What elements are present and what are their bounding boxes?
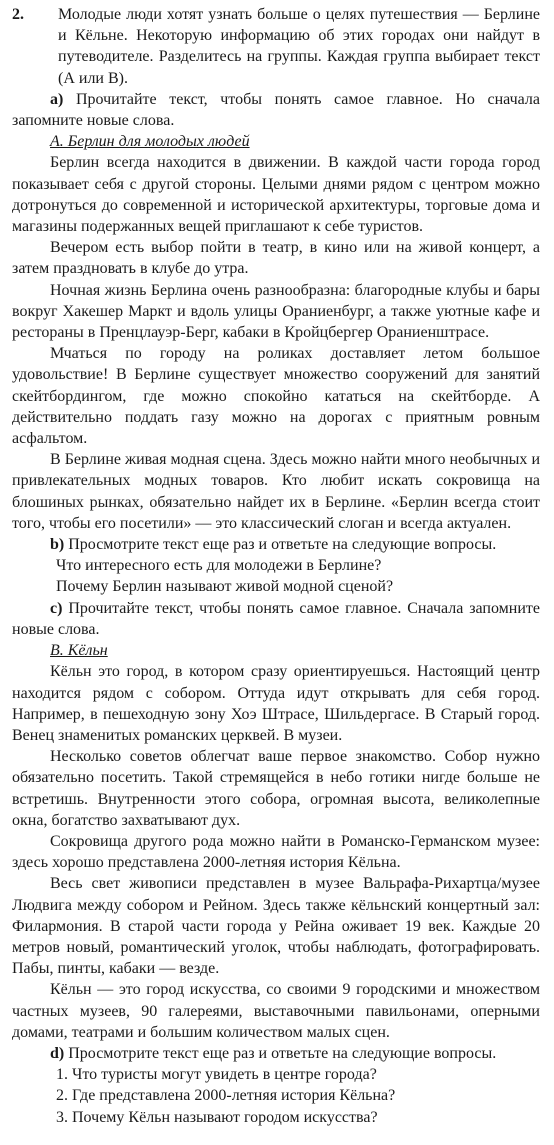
task-intro xyxy=(12,4,540,89)
instruction-c xyxy=(12,598,540,640)
instruction-b-letter: b) xyxy=(50,536,65,554)
text-b-paragraph: Несколько советов облегчат ваше первое знакомство. Собор нужно обязательно посетить. Такой стремящейся в небо готики нигде больше не встретишь. Внутренности этого собора, огромная высота, великолепные окна, богатство захватывают дух. xyxy=(12,748,540,829)
task-number: 2. xyxy=(12,6,24,23)
instruction-d-letter: d) xyxy=(50,1044,65,1062)
text-a-paragraph: В Берлине живая модная сцена. Здесь можно найти много необычных и привлекательных модных товаров. Кто любит искать сокровища на блошиных рынках, обязательно найдет их в Берлине. «Берлин всегда стоит того, чтобы его посетили» — это классический слоган и всегда актуален. xyxy=(12,451,540,532)
text-a-heading: А. Берлин для молодых людей xyxy=(50,133,250,151)
question-item: Почему Берлин называют живой модной сценой? xyxy=(56,578,394,596)
instruction-a xyxy=(12,89,540,131)
text-b-heading: B. Кёльн xyxy=(50,642,108,660)
instruction-b-text: Просмотрите текст еще раз и ответьте на следующие вопросы. xyxy=(68,536,497,554)
task-intro-text: Молодые люди хотят узнать больше о целях путешествия — Берлине и Кёльне. Некоторую информацию об этих городах они найдут в путеводителе. Разделитесь на группы. Каждая группа выбирает текст (А или В). xyxy=(58,6,540,87)
instruction-d-text: Просмотрите текст еще раз и ответьте на следующие вопросы. xyxy=(68,1044,497,1062)
text-a-paragraph: Мчаться по городу на роликах доставляет летом большое удовольствие! В Берлине существует множество сооружений для занятий скейтбордингом, где можно спокойно кататься на скейтборде. А действительно поддать газу можно на дорогах с приятным ровным асфальтом. xyxy=(12,345,540,448)
text-b-paragraph: Сокровища другого рода можно найти в Романско-Германском музее: здесь хорошо представлена 2000-летняя история Кёльна. xyxy=(12,832,540,872)
text-a-paragraph: Вечером есть выбор пойти в театр, в кино или на живой концерт, а затем праздновать в клубе до утра. xyxy=(12,239,540,278)
instruction-d xyxy=(12,1043,540,1064)
question-item: 3. Почему Кёльн называют городом искусства? xyxy=(56,1108,378,1126)
instruction-a-text: Прочитайте текст, чтобы понять самое главное. Но сначала запомните новые слова. xyxy=(12,90,540,130)
instruction-c-text: Прочитайте текст, чтобы понять самое главное. Сначала запомните новые слова. xyxy=(12,599,541,638)
instruction-a-letter: а) xyxy=(50,90,64,108)
text-b-paragraph: Весь свет живописи представлен в музее Вальрафа-Рихартца/музее Людвига между собором и Рейном. Здесь также кёльнский концертный зал: Филармония. В старой части города у Рейна оживает 19 век. Каждые 20 метров новый, романтический уголок, чтобы наблюдать, фотографировать. Пабы, пинты, кабаки — везде. xyxy=(12,875,540,978)
question-item: 1. Что туристы могут увидеть в центре города? xyxy=(56,1066,377,1084)
instruction-c-letter: c) xyxy=(50,599,63,617)
instruction-b xyxy=(12,534,540,555)
question-item: Что интересного есть для молодежи в Берлине? xyxy=(56,557,382,575)
text-a-paragraph: Берлин всегда находится в движении. В каждой части города город показывает себя с другой стороны. Целыми днями рядом с центром можно дотронуться до современной и исторической архитектуры, торговые дома и магазины подержанных вещей приглашают к себе туристов. xyxy=(12,154,540,236)
question-item: 2. Где представлена 2000-летняя история Кёльна? xyxy=(56,1087,396,1105)
text-b-paragraph: Кёльн это город, в котором сразу ориентируешься. Настоящий центр находится рядом с собором. Оттуда идут открывать для себя город. Например, в пешеходную зону Хоэ Штрасе, Шильдергасе. В Старый город. Венец знаменитых романских церквей. В музеи. xyxy=(12,663,540,744)
text-b-paragraph: Кёльн — это город искусства, со своими 9 городскими и множеством частных музеев, 90 галереями, выставочными павильонами, оперными домами, театрами и большим количеством малых сцен. xyxy=(12,981,540,1041)
text-a-paragraph: Ночная жизнь Берлина очень разнообразна: благородные клубы и бары вокруг Хакешер Маркт и вдоль улицы Ораниенбург, а также уютные кафе и рестораны в Пренцлауэр-Берг, кабаки в Кройцбергер Ораниенштрасе. xyxy=(12,281,540,342)
